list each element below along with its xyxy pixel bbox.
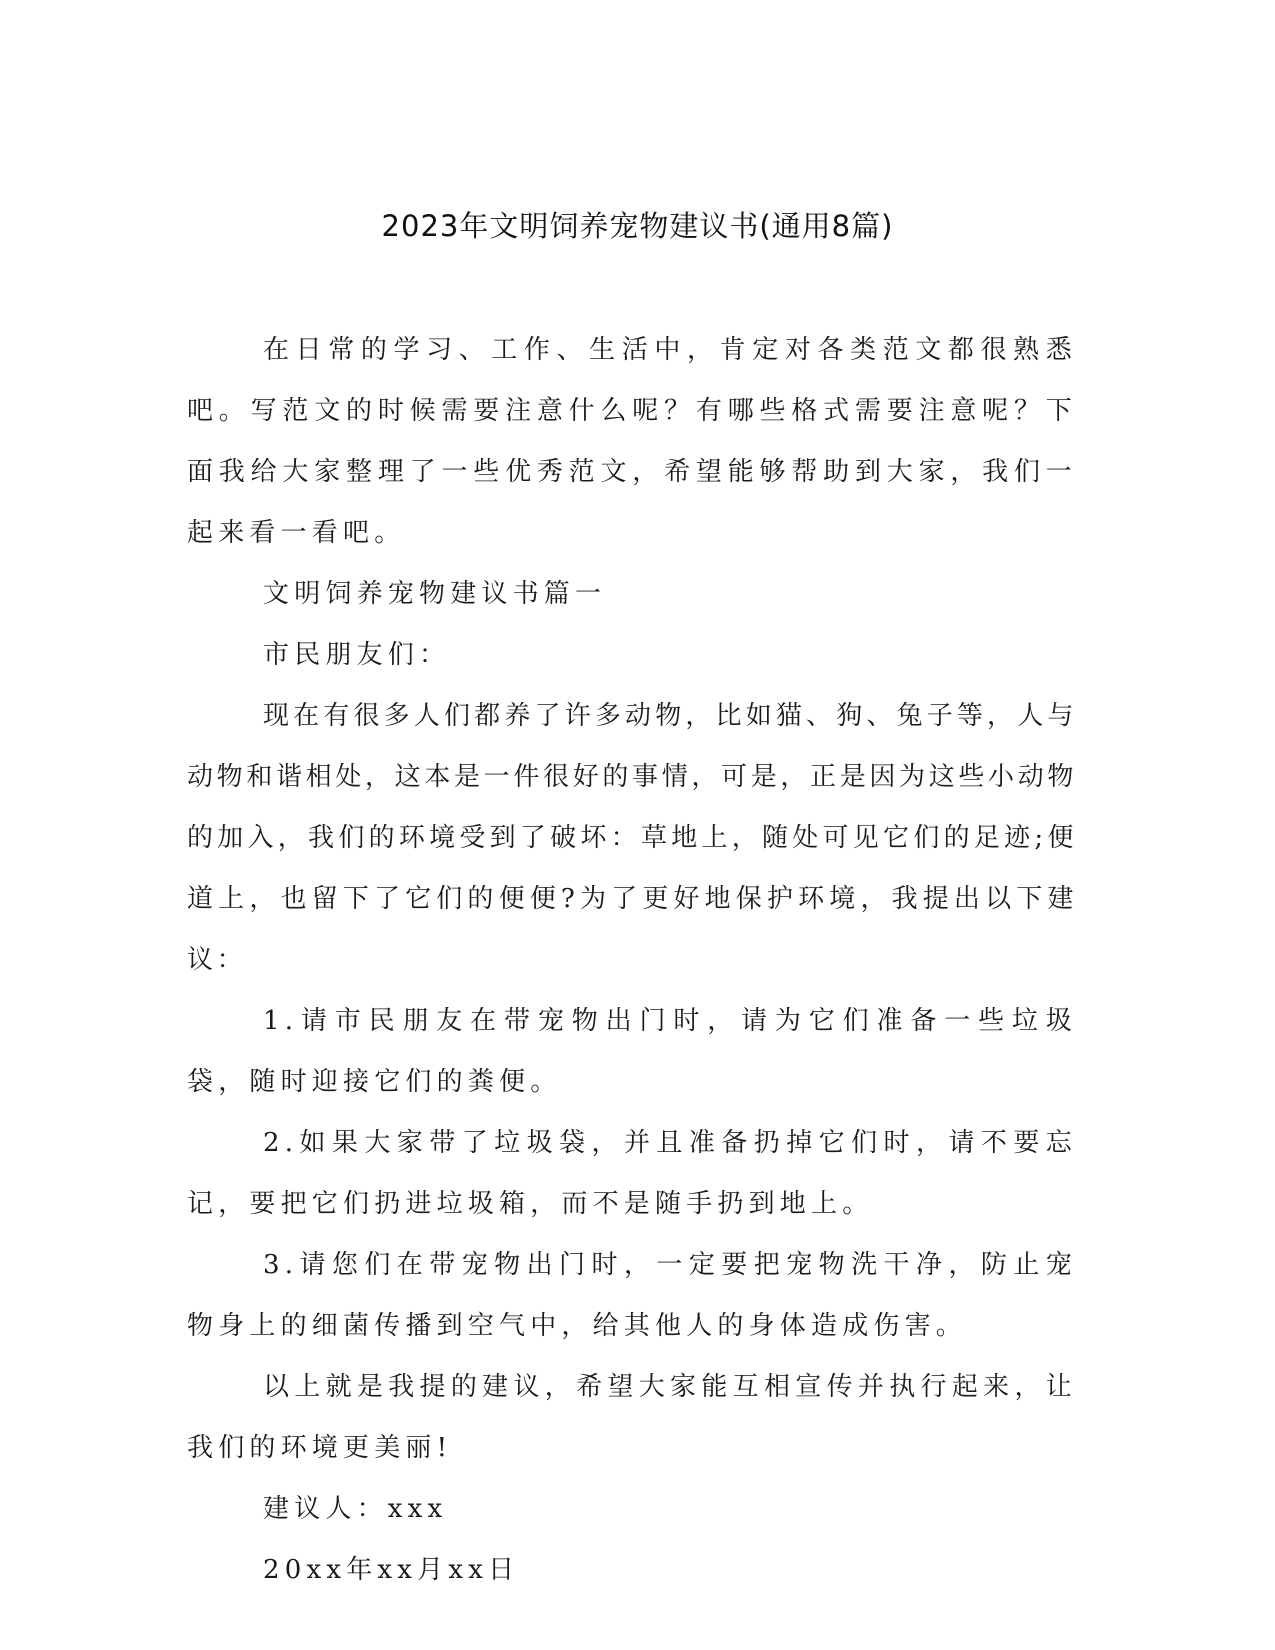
section-heading: 文明饲养宠物建议书篇一 xyxy=(263,579,607,609)
suggestion-item-3: 3.请您们在带宠物出门时，一定要把宠物洗干净，防止宠物身上的细菌传播到空气中，给其他人的身体造成伤害。 xyxy=(187,1250,1077,1341)
signature-line: 建议人：xxx xyxy=(263,1494,448,1524)
suggestion-item-2: 2.如果大家带了垃圾袋，并且准备扔掉它们时，请不要忘记，要把它们扔进垃圾箱，而不是随手扔到地上。 xyxy=(187,1128,1077,1219)
closing-paragraph: 以上就是我提的建议，希望大家能互相宣传并执行起来，让我们的环境更美丽! xyxy=(187,1372,1077,1463)
intro-paragraph: 在日常的学习、工作、生活中，肯定对各类范文都很熟悉吧。写范文的时候需要注意什么呢？有哪些格式需要注意呢？下面我给大家整理了一些优秀范文，希望能够帮助到大家，我们一起来看一看吧。 xyxy=(187,335,1077,548)
salutation: 市民朋友们： xyxy=(263,640,451,670)
document-title: 2023年文明饲养宠物建议书(通用8篇) xyxy=(381,209,894,243)
suggestion-item-1: 1.请市民朋友在带宠物出门时，请为它们准备一些垃圾袋，随时迎接它们的粪便。 xyxy=(187,1006,1077,1097)
body-paragraph: 现在有很多人们都养了许多动物，比如猫、狗、兔子等，人与动物和谐相处，这本是一件很好的事情，可是，正是因为这些小动物的加入，我们的环境受到了破坏：草地上，随处可见它们的足迹;便道上，也留下了它们的便便?为了更好地保护环境，我提出以下建议： xyxy=(187,701,1077,975)
date-line: 20xx年xx月xx日 xyxy=(263,1555,520,1585)
document-body xyxy=(187,320,1077,1601)
